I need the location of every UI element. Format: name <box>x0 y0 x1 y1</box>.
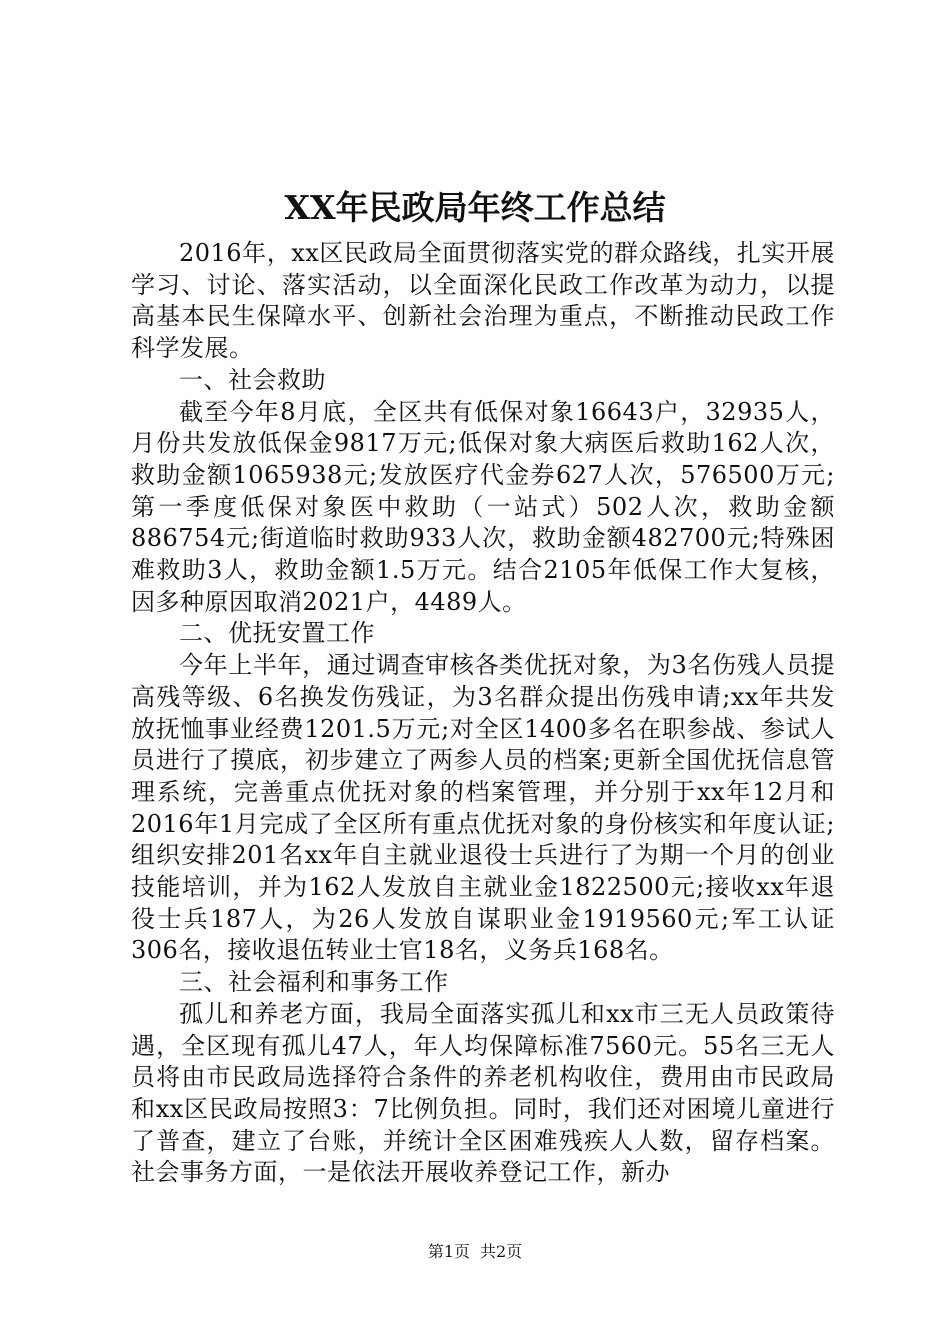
page-number-current: 第1页 <box>427 1242 470 1261</box>
section-heading-preferential-care: 二、优抚安置工作 <box>179 619 375 648</box>
section-text-social-assistance: 截至今年8月底，全区共有低保对象16643户，32935人，月份共发放低保金9817万元;低保对象大病医后救助162人次，救助金额1065938元;发放医疗代金券627人次，576500万元;第一季度低保对象医中救助（一站式）502人次，救助金额886754元;街道临时救助933人次，救助金额482700元;特殊困难救助3人，救助金额1.5万元。结合2105年低保工作大复核，因多种原因取消2021户，4489人。 <box>131 397 835 616</box>
document-body <box>131 238 835 1189</box>
page-number-total: 共2页 <box>480 1242 523 1261</box>
intro-paragraph: 2016年，xx区民政局全面贯彻落实党的群众路线，扎实开展学习、讨论、落实活动，以全面深化民政工作改革为动力，以提高基本民生保障水平、创新社会治理为重点，不断推动民政工作科学发展。 <box>131 239 835 363</box>
document-title: XX年民政局年终工作总结 <box>284 188 666 227</box>
section-heading-social-assistance: 一、社会救助 <box>179 365 326 394</box>
section-heading-social-welfare: 三、社会福利和事务工作 <box>179 968 449 997</box>
section-text-social-welfare: 孤儿和养老方面，我局全面落实孤儿和xx市三无人员政策待遇，全区现有孤儿47人，年人均保障标准7560元。55名三无人员将由市民政局选择符合条件的养老机构收住，费用由市民政局和xx区民政局按照3：7比例负担。同时，我们还对困境儿童进行了普查，建立了台账，并统计全区困难残疾人人数，留存档案。社会事务方面，一是依法开展收养登记工作，新办 <box>131 999 835 1187</box>
page-footer <box>0 1240 950 1264</box>
section-text-preferential-care: 今年上半年，通过调查审核各类优抚对象，为3名伤残人员提高残等级、6名换发伤残证，为3名群众提出伤残申请;xx年共发放抚恤事业经费1201.5万元;对全区1400多名在职参战、参试人员进行了摸底，初步建立了两参人员的档案;更新全国优抚信息管理系统，完善重点优抚对象的档案管理，并分别于xx年12月和2016年1月完成了全区所有重点优抚对象的身份核实和年度认证;组织安排201名xx年自主就业退役士兵进行了为期一个月的创业技能培训，并为162人发放自主就业金1822500元;接收xx年退役士兵187人，为26人发放自谋职业金1919560元;军工认证306名，接收退伍转业士官18名，义务兵168名。 <box>131 651 835 965</box>
